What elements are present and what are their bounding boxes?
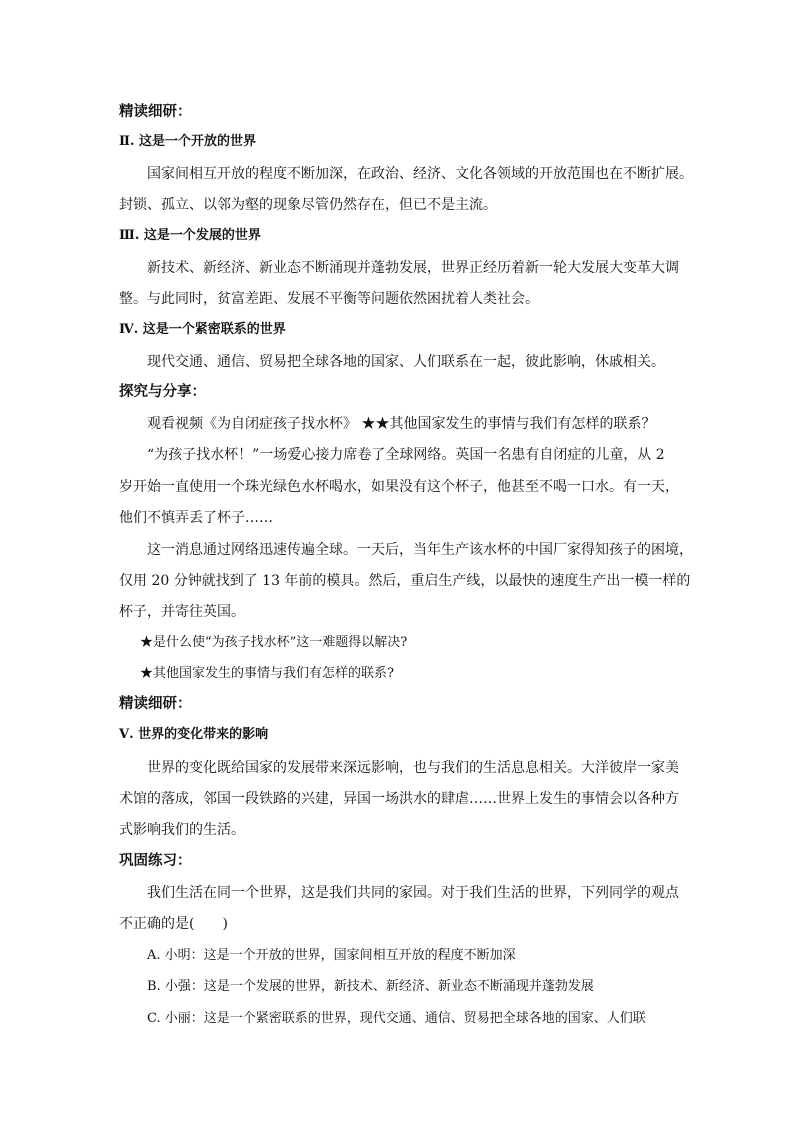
- paragraph-line: 仅用 20 分钟就找到了 13 年前的模具。然后，重启生产线，以最快的速度生产出一模一样的: [119, 573, 691, 589]
- paragraph-line: 新技术、新经济、新业态不断涌现并蓬勃发展，世界正经历着新一轮大发展大变革大调: [147, 260, 679, 276]
- paragraph-line: 国家间相互开放的程度不断加深，在政治、经济、文化各领域的开放范围也在不断扩展。: [147, 166, 693, 182]
- section-heading: 精读细研：: [119, 103, 192, 120]
- paragraph-line: 封锁、孤立、以邻为壑的现象尽管仍然存在，但已不是主流。: [119, 197, 497, 213]
- option-c: C. 小丽：这是一个紧密联系的世界，现代交通、通信、贸易把全球各地的国家、人们联: [147, 1011, 646, 1026]
- subsection-title: Ⅳ. 这是一个紧密联系的世界: [119, 322, 286, 337]
- paragraph-line: 他们不慎弄丢了杯子……: [119, 510, 273, 526]
- paragraph-line: 我们生活在同一个世界，这是我们共同的家园。对于我们生活的世界，下列同学的观点: [147, 885, 679, 901]
- paragraph-line: 这一消息通过网络迅速传遍全球。一天后，当年生产该水杯的中国厂家得知孩子的困境，: [147, 542, 693, 558]
- section-heading: 精读细研：: [119, 695, 192, 712]
- paragraph-line: 式影响我们的生活。: [119, 822, 245, 838]
- subsection-title: Ⅲ. 这是一个发展的世界: [119, 228, 261, 243]
- option-a: A. 小明：这是一个开放的世界，国家间相互开放的程度不断加深: [147, 948, 516, 963]
- section-heading: 探究与分享：: [119, 383, 206, 400]
- subsection-title: Ⅱ. 这是一个开放的世界: [119, 134, 257, 149]
- paragraph-line: 现代交通、通信、贸易把全球各地的国家、人们联系在一起，彼此影响，休戚相关。: [147, 354, 665, 370]
- paragraph-line: 世界的变化既给国家的发展带来深远影响，也与我们的生活息息相关。大洋彼岸一家美: [147, 760, 679, 776]
- paragraph-line: 杯子，并寄往英国。: [119, 604, 245, 620]
- paragraph-line: 术馆的落成，邻国一段铁路的兴建，异国一场洪水的肆虐……世界上发生的事情会以各种方: [119, 791, 679, 807]
- paragraph-line: 整。与此同时，贫富差距、发展不平衡等问题依然困扰着人类社会。: [119, 291, 539, 307]
- paragraph-line: 岁开始一直使用一个珠光绿色水杯喝水，如果没有这个杯子，他甚至不喝一口水。有一天，: [119, 479, 679, 495]
- section-heading: 巩固练习：: [119, 852, 192, 869]
- paragraph-line: 观看视频《为自闭症孩子找水杯》 ★★其他国家发生的事情与我们有怎样的联系？: [147, 416, 656, 432]
- question-line: ★是什么使“为孩子找水杯”这一难题得以解决?: [140, 635, 408, 650]
- paragraph-line: “为孩子找水杯！”一场爱心接力席卷了全球网络。英国一名患有自闭症的儿童，从 2: [147, 447, 665, 463]
- subsection-title: Ⅴ. 世界的变化带来的影响: [119, 727, 269, 742]
- paragraph-line: 不正确的是( ): [119, 916, 228, 932]
- option-b: B. 小强：这是一个发展的世界，新技术、新经济、新业态不断涌现并蓬勃发展: [147, 979, 594, 994]
- question-line: ★其他国家发生的事情与我们有怎样的联系?: [140, 666, 394, 681]
